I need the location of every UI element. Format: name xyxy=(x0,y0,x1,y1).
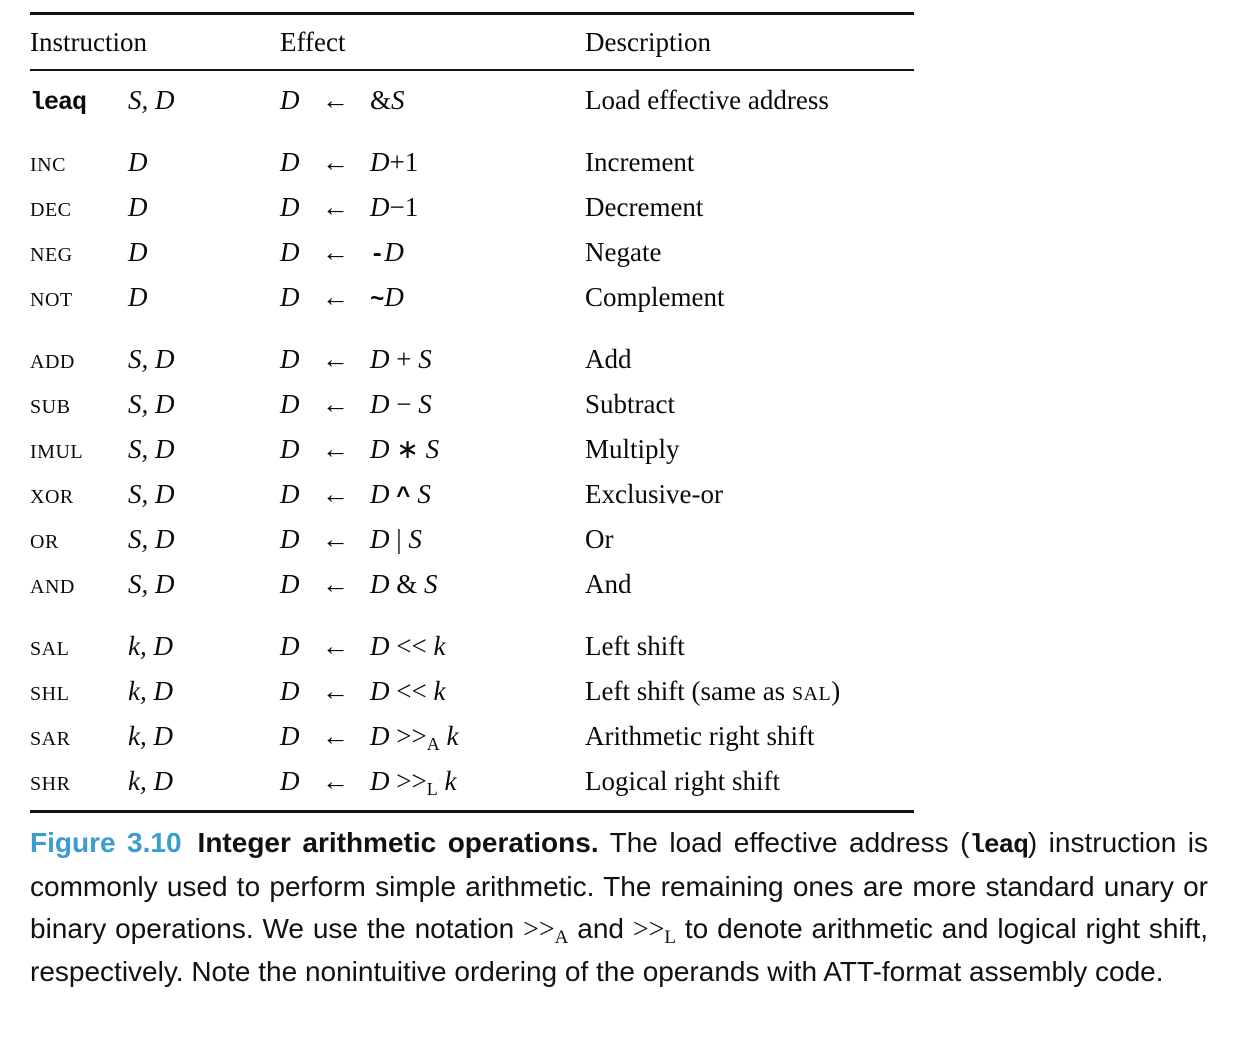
text-segment: << xyxy=(389,676,434,706)
text-segment: Logical right shift xyxy=(585,766,780,796)
instruction-group xyxy=(30,78,914,123)
mnemonic-cell: SHR xyxy=(30,773,71,795)
effect-destination: D xyxy=(280,721,300,751)
effect-cell xyxy=(280,562,585,607)
mnemonic-cell: SAR xyxy=(30,728,71,750)
effect-expression xyxy=(370,140,418,185)
caption-shift-logical: >> xyxy=(632,914,665,945)
caption-code-leaq: leaq xyxy=(969,830,1028,860)
effect-cell xyxy=(280,185,585,230)
mnemonic-cell: DEC xyxy=(30,199,72,221)
text-segment: Increment xyxy=(585,147,695,177)
text-segment: k xyxy=(439,721,459,751)
table-row xyxy=(30,230,914,275)
text-segment: << xyxy=(389,631,434,661)
left-arrow-icon: ← xyxy=(322,389,349,419)
table-row xyxy=(30,78,914,123)
text-segment: k xyxy=(433,676,446,706)
text-segment: Left shift xyxy=(585,631,685,661)
effect-expression xyxy=(370,714,458,759)
operands-cell: k, D xyxy=(128,721,173,751)
text-segment: D xyxy=(370,389,390,419)
effect-expression xyxy=(370,185,418,230)
caption-text: ) instruction is commonly used to perform simple arithmetic. The remaining ones are more standard unary or binary operations. We use the notation xyxy=(30,827,1208,944)
effect-destination: D xyxy=(280,479,300,509)
description-cell xyxy=(585,140,914,185)
effect-cell xyxy=(280,624,585,669)
text-segment: SAL xyxy=(791,683,832,705)
effect-destination: D xyxy=(280,237,300,267)
effect-expression xyxy=(370,472,431,520)
description-cell xyxy=(585,382,914,427)
effect-destination: D xyxy=(280,631,300,661)
text-segment: D xyxy=(370,569,390,599)
text-segment: − xyxy=(389,389,419,419)
effect-expression xyxy=(370,78,405,123)
text-segment: Load effective address xyxy=(585,85,829,115)
effect-destination: D xyxy=(280,344,300,374)
table-row xyxy=(30,382,914,427)
effect-cell xyxy=(280,714,585,759)
text-segment: Negate xyxy=(585,237,662,267)
operands-cell: S, D xyxy=(128,569,175,599)
effect-destination: D xyxy=(280,766,300,796)
text-segment: D xyxy=(370,344,390,374)
operands-cell: k, D xyxy=(128,631,173,661)
left-arrow-icon: ← xyxy=(322,237,349,267)
table-bottom-rule xyxy=(30,810,914,813)
col-header-description: Description xyxy=(585,27,711,57)
text-segment: & xyxy=(370,85,392,115)
effect-expression xyxy=(370,562,438,607)
description-cell xyxy=(585,669,914,717)
table-row xyxy=(30,759,914,804)
effect-expression xyxy=(370,759,456,804)
left-arrow-icon: ← xyxy=(322,524,349,554)
left-arrow-icon: ← xyxy=(322,631,349,661)
effect-cell xyxy=(280,140,585,185)
text-segment: D xyxy=(384,282,404,312)
text-segment: D xyxy=(370,631,390,661)
table-row xyxy=(30,140,914,185)
table-row xyxy=(30,275,914,320)
instruction-group xyxy=(30,624,914,804)
effect-expression xyxy=(370,624,445,669)
effect-cell xyxy=(280,759,585,804)
table-row xyxy=(30,517,914,562)
text-segment: D xyxy=(384,237,404,267)
mnemonic-cell: NOT xyxy=(30,289,73,311)
effect-cell xyxy=(280,382,585,427)
effect-expression xyxy=(370,669,445,714)
mnemonic-cell: ADD xyxy=(30,351,75,373)
text-segment: k xyxy=(437,766,457,796)
effect-cell xyxy=(280,230,585,278)
operands-cell: S, D xyxy=(128,389,175,419)
text-segment: | xyxy=(389,524,409,554)
instruction-table xyxy=(30,12,914,813)
operands-cell: D xyxy=(128,282,148,312)
text-segment: Complement xyxy=(585,282,725,312)
text-segment: D xyxy=(370,524,390,554)
text-segment: & xyxy=(389,569,425,599)
left-arrow-icon: ← xyxy=(322,766,349,796)
text-segment: S xyxy=(425,434,440,464)
effect-expression xyxy=(370,382,432,427)
effect-destination: D xyxy=(280,147,300,177)
left-arrow-icon: ← xyxy=(322,147,349,177)
left-arrow-icon: ← xyxy=(322,192,349,222)
text-segment: S xyxy=(410,479,431,509)
description-cell xyxy=(585,714,914,759)
effect-destination: D xyxy=(280,569,300,599)
operands-cell: S, D xyxy=(128,434,175,464)
text-segment: Subtract xyxy=(585,389,675,419)
effect-expression xyxy=(370,275,404,323)
table-body xyxy=(30,78,914,804)
effect-cell xyxy=(280,427,585,472)
table-header-rule xyxy=(30,69,914,71)
mnemonic-cell: IMUL xyxy=(30,441,84,463)
description-cell xyxy=(585,185,914,230)
table-header-row xyxy=(30,15,914,69)
text-segment: k xyxy=(433,631,446,661)
mnemonic-cell: AND xyxy=(30,576,75,598)
description-cell xyxy=(585,275,914,320)
left-arrow-icon: ← xyxy=(322,721,349,751)
col-header-instruction: Instruction xyxy=(30,27,147,57)
description-cell xyxy=(585,78,914,123)
left-arrow-icon: ← xyxy=(322,569,349,599)
caption-shift-sub-l: L xyxy=(664,927,677,948)
caption-shift-sub-a: A xyxy=(554,927,569,948)
left-arrow-icon: ← xyxy=(322,676,349,706)
code-operator: ^ xyxy=(396,484,411,511)
description-cell xyxy=(585,337,914,382)
effect-cell xyxy=(280,78,585,123)
left-arrow-icon: ← xyxy=(322,85,349,115)
description-cell xyxy=(585,759,914,804)
text-segment: S xyxy=(418,344,432,374)
text-segment: +1 xyxy=(389,147,419,177)
mnemonic-cell: INC xyxy=(30,154,66,176)
operands-cell: D xyxy=(128,192,148,222)
code-operator: - xyxy=(370,242,385,269)
description-cell xyxy=(585,427,914,472)
text-segment: Decrement xyxy=(585,192,704,222)
mnemonic-cell: SAL xyxy=(30,638,70,660)
effect-destination: D xyxy=(280,434,300,464)
text-segment: D xyxy=(370,434,390,464)
text-segment: ) xyxy=(831,676,841,706)
table-row xyxy=(30,562,914,607)
text-segment: S xyxy=(391,85,405,115)
table-row xyxy=(30,472,914,517)
effect-cell xyxy=(280,472,585,520)
caption-text: to denote arithmetic and logical right shift, respectively. Note the nonintuitive ordering of the operands with ATT-format assembly code. xyxy=(30,913,1208,987)
mnemonic-cell: NEG xyxy=(30,244,73,266)
effect-cell xyxy=(280,337,585,382)
text-segment: + xyxy=(389,344,419,374)
text-segment: And xyxy=(585,569,632,599)
text-segment: S xyxy=(418,389,432,419)
table-row xyxy=(30,669,914,714)
instruction-group xyxy=(30,337,914,607)
text-segment: S xyxy=(408,524,422,554)
code-operator: ~ xyxy=(370,287,385,314)
effect-destination: D xyxy=(280,389,300,419)
effect-destination: D xyxy=(280,85,300,115)
text-segment: >> xyxy=(389,766,427,796)
text-segment: Or xyxy=(585,524,614,554)
operands-cell: D xyxy=(128,237,148,267)
operands-cell: S, D xyxy=(128,85,175,115)
left-arrow-icon: ← xyxy=(322,434,349,464)
text-segment: D xyxy=(370,479,397,509)
description-cell xyxy=(585,472,914,517)
description-cell xyxy=(585,230,914,275)
figure-title: Integer arithmetic operations. xyxy=(197,827,599,858)
text-segment: D xyxy=(370,676,390,706)
figure-caption xyxy=(30,822,1208,993)
text-segment: D xyxy=(370,192,390,222)
text-segment: D xyxy=(370,766,390,796)
operands-cell: S, D xyxy=(128,344,175,374)
description-cell xyxy=(585,517,914,562)
instruction-group xyxy=(30,140,914,320)
mnemonic-cell: SUB xyxy=(30,396,71,418)
text-segment: D xyxy=(370,147,390,177)
text-segment: Add xyxy=(585,344,632,374)
table-row xyxy=(30,714,914,759)
text-segment: L xyxy=(426,779,438,799)
effect-expression xyxy=(370,517,422,562)
table-row xyxy=(30,337,914,382)
effect-expression xyxy=(370,427,439,472)
text-segment: Left shift (same as xyxy=(585,676,792,706)
effect-cell xyxy=(280,669,585,714)
mnemonic-cell: XOR xyxy=(30,486,74,508)
text-segment: −1 xyxy=(389,192,419,222)
effect-cell xyxy=(280,275,585,323)
text-segment: D xyxy=(370,721,390,751)
description-cell xyxy=(585,624,914,669)
text-segment: Exclusive-or xyxy=(585,479,723,509)
effect-cell xyxy=(280,517,585,562)
effect-destination: D xyxy=(280,192,300,222)
col-header-effect: Effect xyxy=(280,27,346,57)
effect-destination: D xyxy=(280,676,300,706)
left-arrow-icon: ← xyxy=(322,479,349,509)
text-segment: A xyxy=(426,734,440,754)
caption-shift-arithmetic: >> xyxy=(523,914,555,945)
caption-text: The load effective address ( xyxy=(598,827,970,858)
table-row xyxy=(30,427,914,472)
figure-label: Figure 3.10 xyxy=(30,827,182,858)
mnemonic-cell: SHL xyxy=(30,683,70,705)
operands-cell: S, D xyxy=(128,479,175,509)
operands-cell: S, D xyxy=(128,524,175,554)
left-arrow-icon: ← xyxy=(322,344,349,374)
table-row xyxy=(30,624,914,669)
operands-cell: k, D xyxy=(128,766,173,796)
left-arrow-icon: ← xyxy=(322,282,349,312)
text-segment: ∗ xyxy=(389,434,426,464)
description-cell xyxy=(585,562,914,607)
effect-expression xyxy=(370,230,404,278)
text-segment: S xyxy=(424,569,438,599)
effect-destination: D xyxy=(280,282,300,312)
text-segment: >> xyxy=(389,721,427,751)
effect-destination: D xyxy=(280,524,300,554)
table-row xyxy=(30,185,914,230)
caption-text: and xyxy=(568,913,633,944)
operands-cell: D xyxy=(128,147,148,177)
effect-expression xyxy=(370,337,432,382)
text-segment: Multiply xyxy=(585,434,680,464)
text-segment: Arithmetic right shift xyxy=(585,721,815,751)
operands-cell: k, D xyxy=(128,676,173,706)
mnemonic-cell: OR xyxy=(30,531,59,553)
mnemonic-cell: leaq xyxy=(30,88,87,117)
